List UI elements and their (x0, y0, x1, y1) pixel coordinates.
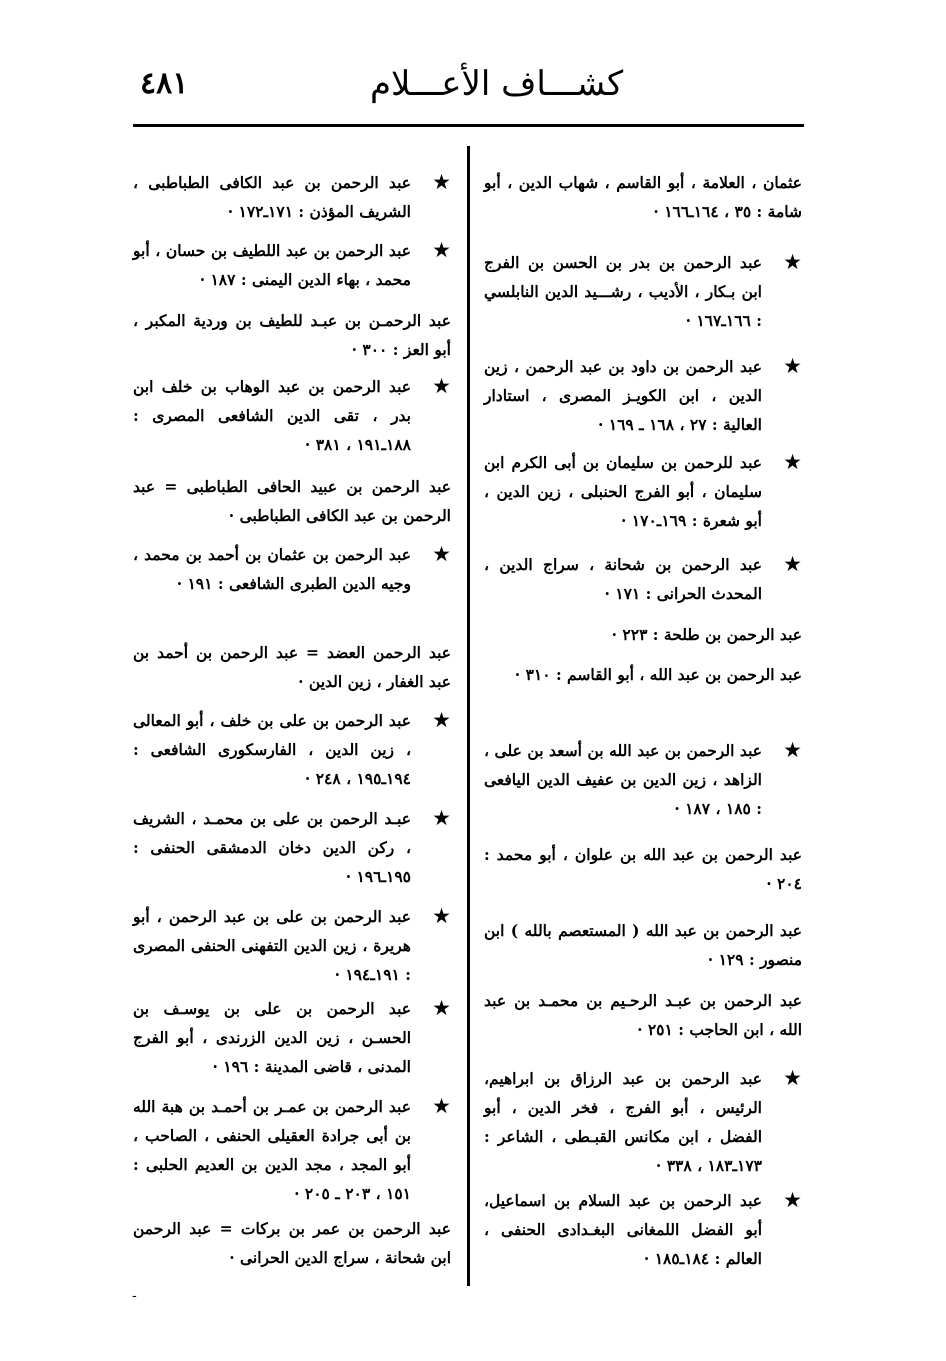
index-entry (133, 472, 451, 530)
index-entry (133, 540, 451, 598)
index-entry (133, 804, 451, 891)
entry-text: عبد الرحمن بن على بن خلف ، أبو المعالى ، زين الدين ، الفارسكورى الشافعى : ١٩٤ـ١٩٥ ، ٢٤٨ · (133, 711, 411, 788)
entry-text: عبد الرحمن بن بدر بن الحسن بن الفرج ابن بـكار ، الأديب ، رشـــيد الدين النابلسي : ١٦٦ـ١٦٧ · (484, 253, 762, 330)
page-title: كشـــاف الأعـــلام (370, 64, 624, 104)
page-number: ٤٨١ (140, 66, 189, 101)
entry-text: عبد الرحمن بن على بن عبد الرحمن ، أبو هريرة ، زين الدين التفهنى الحنفى المصرى : ١٩١ـ١٩٤ · (133, 907, 411, 984)
star-marker: ★ (783, 354, 802, 378)
entry-text: عبد الرحمن بن على بن يوسـف بن الحسـن ، زين الدين الزرندى ، أبو الفرج المدنى ، قاضى المدينة : ١٩٦ · (133, 999, 411, 1076)
index-entry (133, 706, 451, 793)
entry-text: عبد الرحمن بن عبد الوهاب بن خلف ابن بدر ، تقى الدين الشافعى المصرى : ١٨٨ـ١٩١ ، ٣٨١ · (133, 377, 411, 454)
entry-text: عبد الرحمن بن عبد الرزاق بن ابراهيم، الرئيس ، أبو الفرج ، فخر الدين ، أبو الفضل ، ابن مكانس القبـطى ، الشاعر : ١٧٣ـ١٨٣ ، ٣٣٨ · (484, 1069, 762, 1175)
star-marker: ★ (432, 374, 451, 398)
entry-text: عبد الرحمن بن شحانة ، سراج الدين ، المحدث الحرانى : ١٧١ · (484, 555, 762, 603)
entry-text: عثمان ، العلامة ، أبو القاسم ، شهاب الدين ، أبو شامة : ٣٥ ، ١٦٤ـ١٦٦ · (484, 173, 802, 221)
column-divider (467, 146, 470, 1286)
index-entry (133, 902, 451, 989)
entry-text: عبد الرحمـن بن عبـد للطيف بن وردية المكبر ، أبو العز : ٣٠٠ · (133, 311, 451, 359)
index-entry (484, 1186, 802, 1273)
index-entry (484, 448, 802, 535)
star-marker: ★ (432, 238, 451, 262)
entry-text: عبـد الرحمن بن على بن محمـد ، الشريف ، ركن الدين دخان الدمشقى الحنفى : ١٩٥ـ١٩٦ · (133, 809, 411, 886)
header-rule (133, 124, 804, 127)
star-marker: ★ (783, 1066, 802, 1090)
entry-text: عبد الرحمن بن عثمان بن أحمد بن محمد ، وجيه الدين الطبرى الشافعى : ١٩١ · (133, 545, 411, 593)
index-entry (484, 840, 802, 898)
entry-text: عبد الرحمن بن داود بن عبد الرحمن ، زين الدين ، ابن الكويـز المصرى ، استادار العالية : ٢٧ ، ١٦٨ ـ ١٦٩ · (484, 357, 762, 434)
star-marker: ★ (783, 738, 802, 762)
star-marker: ★ (432, 542, 451, 566)
index-entry (484, 660, 802, 689)
star-marker: ★ (783, 552, 802, 576)
star-marker: ★ (432, 170, 451, 194)
index-entry (484, 168, 802, 226)
entry-text: عبد الرحمن بن عبيد الحافى الطباطبى = عبد الرحمن بن عبد الكافى الطباطبى · (133, 477, 451, 525)
star-marker: ★ (432, 996, 451, 1020)
page-header (0, 58, 946, 118)
entry-text: عبد الرحمن بن عبد الله بن علوان ، أبو محمد : ٢٠٤ · (484, 845, 802, 893)
star-marker: ★ (783, 250, 802, 274)
star-marker: ★ (783, 1188, 802, 1212)
entry-text: عبد الرحمن بن عبد اللطيف بن حسان ، أبو محمد ، بهاء الدين اليمنى : ١٨٧ · (133, 241, 411, 289)
entry-text: عبد الرحمن بن عبد الله ، أبو القاسم : ٣١٠ · (514, 665, 802, 684)
index-entry (133, 236, 451, 294)
entry-text: عبد الرحمن بن عبـد الرحـيم بن محمـد بن عبد الله ، ابن الحاجب : ٢٥١ · (484, 991, 802, 1039)
index-entry (484, 352, 802, 439)
index-entry (133, 372, 451, 459)
index-entry (484, 248, 802, 335)
index-entry (484, 620, 802, 649)
entry-text: عبد الرحمن بن عبد الله بن أسعد بن على ، الزاهد ، زين الدين بن عفيف الدين اليافعى : ١٨٥ ، ١٨٧ · (484, 741, 762, 818)
index-entry (133, 994, 451, 1081)
star-marker: ★ (432, 1094, 451, 1118)
entry-text: عبد الرحمن العضد = عبد الرحمن بن أحمد بن عبد الغفار ، زين الدين · (133, 643, 451, 691)
index-entry (484, 1064, 802, 1180)
index-entry (133, 638, 451, 696)
entry-text: عبد للرحمن بن سليمان بن أبى الكرم ابن سليمان ، أبو الفرج الحنبلى ، زين الدين ، أبو شعرة : ١٦٩ـ١٧٠ · (484, 453, 762, 530)
star-marker: ★ (432, 904, 451, 928)
index-entry (484, 736, 802, 823)
entry-text: عبد الرحمن بن عبد الله ( المستعصم بالله ) ابن منصور : ١٢٩ · (484, 921, 802, 969)
index-entry (133, 306, 451, 364)
entry-text: عبد الرحمن بن عبد الكافى الطباطبى ، الشريف المؤذن : ١٧١ـ١٧٢ · (133, 173, 411, 221)
star-marker: ★ (432, 806, 451, 830)
entry-text: عبد الرحمن بن عمر بن بركات = عبد الرحمن ابن شحانة ، سراج الدين الحرانى · (133, 1219, 451, 1267)
entry-text: عبد الرحمن بن طلحة : ٢٢٣ · (611, 625, 802, 644)
entry-text: عبد الرحمن بن عبد السلام بن اسماعيل، أبو الفضل اللمغانى البغـدادى الحنفى ، العالم : ١٨٤ـ١٨٥ · (484, 1191, 762, 1268)
entry-text: عبد الرحمن بن عمـر بن أحمـد بن هبة الله بن أبى جرادة العقيلى الحنفى ، الصاحب ، أبو المجد ، مجد الدين بن العديم الحلبى : ١٥١ ، ٢٠٣ ـ ٢٠٥ · (133, 1097, 411, 1203)
index-entry (133, 1092, 451, 1208)
stray-mark: - (132, 1288, 137, 1304)
index-entry (133, 168, 451, 226)
index-entry (484, 986, 802, 1044)
index-entry (133, 1214, 451, 1272)
index-entry (484, 916, 802, 974)
index-entry (484, 550, 802, 608)
star-marker: ★ (432, 708, 451, 732)
star-marker: ★ (783, 450, 802, 474)
